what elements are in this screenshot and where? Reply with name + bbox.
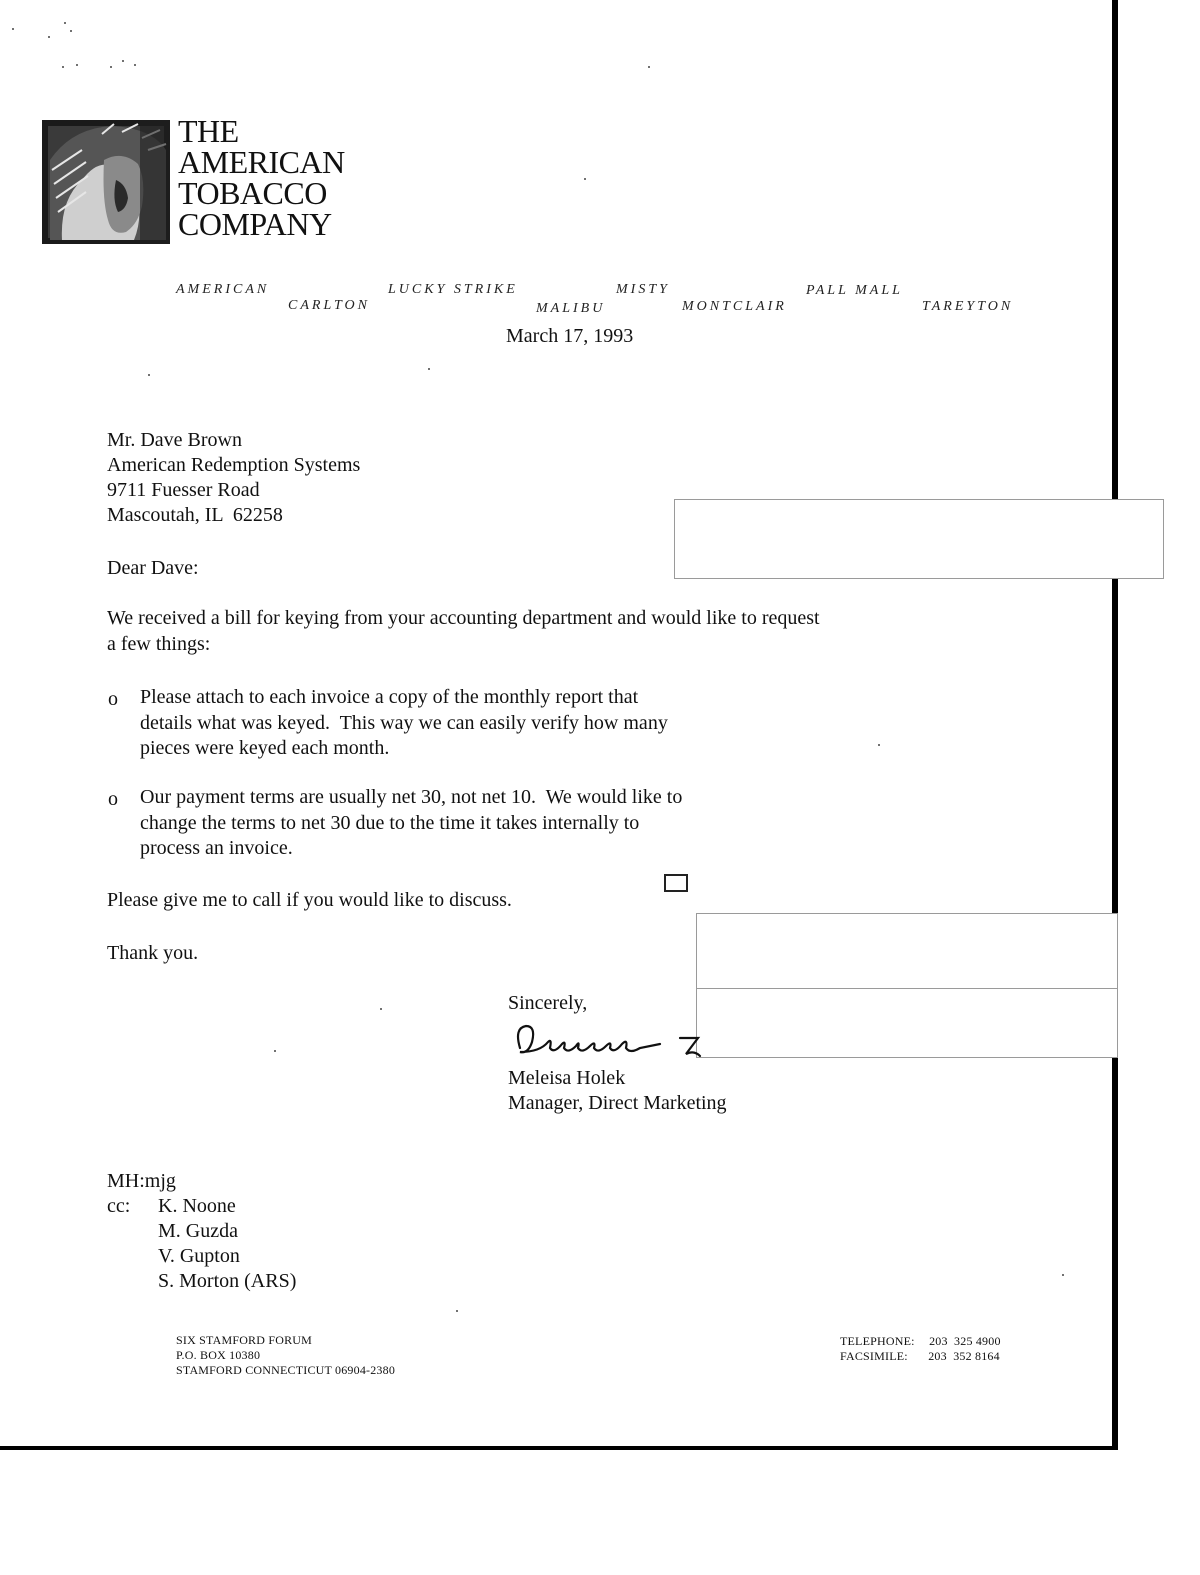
cc-recipient: V. Gupton xyxy=(158,1245,240,1267)
recipient-line: 9711 Fuesser Road xyxy=(107,479,260,501)
cc-list xyxy=(158,1194,296,1294)
brand-name: MALIBU xyxy=(536,301,606,316)
bullet-item xyxy=(140,785,682,862)
checkbox-mark xyxy=(664,874,688,892)
signer-block xyxy=(508,1066,727,1116)
company-name-line: THE xyxy=(178,113,239,149)
bullet-line: change the terms to net 30 due to the time it takes internally to xyxy=(140,811,640,834)
bullet-line: Please attach to each invoice a copy of the monthly report that xyxy=(140,686,639,708)
footer-address-line: P.O. BOX 10380 xyxy=(176,1348,261,1362)
brand-name: LUCKY STRIKE xyxy=(388,282,518,297)
brand-name: CARLTON xyxy=(288,298,370,313)
bullet-line: details what was keyed. This way we can easily verify how many xyxy=(140,711,668,734)
intro-paragraph xyxy=(107,606,820,657)
typist-initials: MH:mjg xyxy=(107,1170,176,1192)
thanks-line: Thank you. xyxy=(107,942,199,964)
salutation: Dear Dave: xyxy=(107,557,199,579)
recipient-address xyxy=(107,428,360,528)
cc-label: cc: xyxy=(107,1195,131,1217)
company-name-line: TOBACCO xyxy=(178,175,327,211)
cc-recipient: K. Noone xyxy=(158,1195,236,1217)
bullet-marker: o xyxy=(108,688,118,710)
brand-name: PALL MALL xyxy=(806,283,903,298)
recipient-line: American Redemption Systems xyxy=(107,454,361,476)
brand-name: MONTCLAIR xyxy=(682,299,787,314)
paragraph-line: We received a bill for keying from your accounting department and would like to request xyxy=(107,607,820,629)
fax-label: FACSIMILE: xyxy=(840,1349,908,1363)
footer-fax xyxy=(840,1349,1001,1364)
handwritten-signature xyxy=(510,1018,710,1062)
footer-contacts xyxy=(840,1334,1001,1364)
telephone-label: TELEPHONE: xyxy=(840,1334,915,1348)
signer-name: Meleisa Holek xyxy=(508,1067,626,1089)
bullet-marker: o xyxy=(108,788,118,810)
company-logo-emblem-icon xyxy=(42,120,170,244)
signer-title: Manager, Direct Marketing xyxy=(508,1092,727,1114)
bullet-item xyxy=(140,685,668,762)
footer-address xyxy=(176,1333,395,1378)
footer-address-line: STAMFORD CONNECTICUT 06904-2380 xyxy=(176,1363,396,1377)
cc-recipient: S. Morton (ARS) xyxy=(158,1270,297,1292)
page-right-edge xyxy=(1112,0,1118,1450)
company-name-line: AMERICAN xyxy=(178,144,345,180)
page-bottom-edge xyxy=(0,1446,1118,1450)
recipient-line: Mr. Dave Brown xyxy=(107,429,242,451)
cc-recipient: M. Guzda xyxy=(158,1220,238,1242)
letter-date: March 17, 1993 xyxy=(506,325,634,347)
brand-name: MISTY xyxy=(616,282,670,297)
bullet-line: Our payment terms are usually net 30, not net 10. We would like to xyxy=(140,786,683,808)
bullet-line: pieces were keyed each month. xyxy=(140,737,390,759)
brand-name: TAREYTON xyxy=(922,299,1014,314)
footer-address-line: SIX STAMFORD FORUM xyxy=(176,1333,313,1347)
redaction-box xyxy=(696,988,1118,1058)
redaction-box xyxy=(696,913,1118,989)
recipient-line: Mascoutah, IL 62258 xyxy=(107,504,283,526)
brand-name: AMERICAN xyxy=(176,282,270,297)
company-name xyxy=(178,113,345,242)
company-name-line: COMPANY xyxy=(178,206,332,242)
valediction: Sincerely, xyxy=(508,992,588,1014)
redaction-box xyxy=(674,499,1164,579)
fax-number: 203 352 8164 xyxy=(928,1349,1000,1363)
bullet-line: process an invoice. xyxy=(140,837,293,859)
telephone-number: 203 325 4900 xyxy=(929,1334,1001,1348)
paragraph-line: a few things: xyxy=(107,632,211,655)
footer-telephone xyxy=(840,1334,1001,1349)
closing-line: Please give me to call if you would like to discuss. xyxy=(107,889,512,911)
